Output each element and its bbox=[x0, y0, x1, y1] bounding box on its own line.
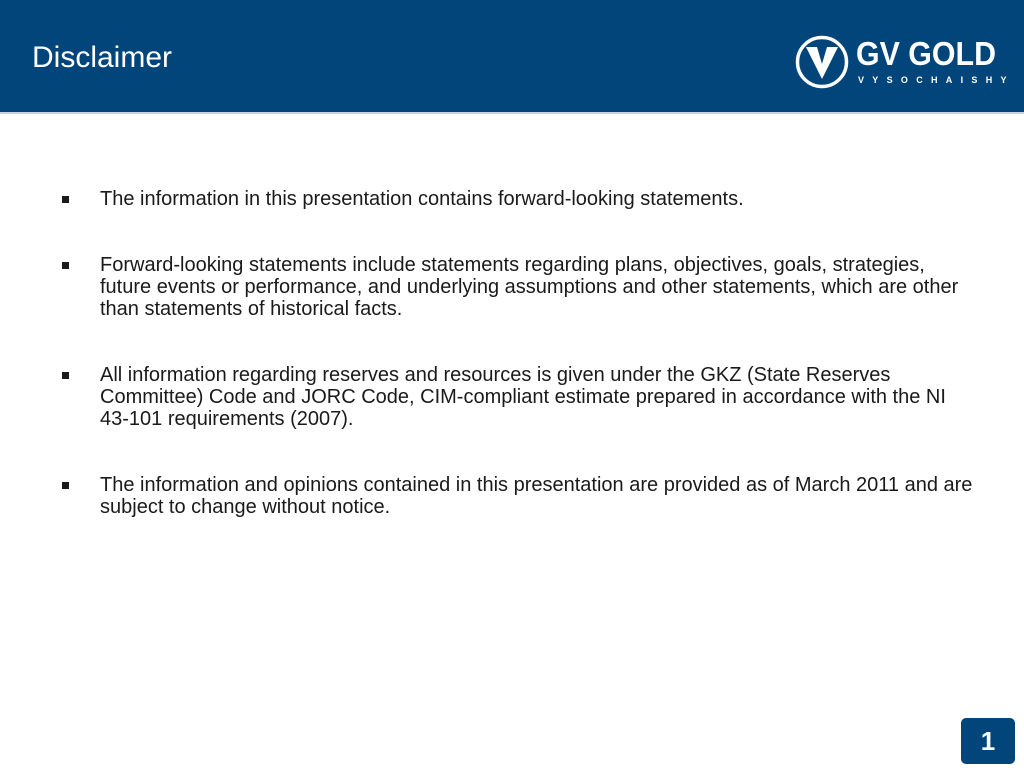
list-item bbox=[60, 364, 980, 430]
header-divider bbox=[0, 112, 1024, 114]
page-number-badge: 1 bbox=[961, 718, 1015, 764]
page-title: Disclaimer bbox=[32, 41, 173, 74]
square-bullet-icon bbox=[62, 196, 69, 203]
logo-name: GV GOLD bbox=[856, 35, 997, 72]
square-bullet-icon bbox=[62, 372, 69, 379]
square-bullet-icon bbox=[62, 262, 69, 269]
list-item-text: The information and opinions contained in this presentation are provided as of March 2011 and are subject to change without notice. bbox=[100, 474, 973, 518]
list-item bbox=[60, 188, 980, 210]
list-item bbox=[60, 254, 980, 320]
gv-gold-logo-mark-icon bbox=[795, 35, 849, 89]
square-bullet-icon bbox=[62, 482, 69, 489]
logo-subtitle: VYSOCHAISHY bbox=[858, 75, 1015, 85]
list-item-text: Forward-looking statements include statements regarding plans, objectives, goals, strategies, future events or performance, and underlying assumptions and other statements, which are other than statements of historical facts. bbox=[100, 254, 959, 320]
disclaimer-list bbox=[60, 188, 980, 562]
list-item bbox=[60, 474, 980, 518]
company-logo bbox=[795, 35, 1015, 90]
list-item-text: All information regarding reserves and resources is given under the GKZ (State Reserves Committee) Code and JORC Code, CIM-compliant estimate prepared in accordance with the NI 43-101 requirements (2007). bbox=[100, 364, 946, 430]
list-item-text: The information in this presentation contains forward-looking statements. bbox=[100, 188, 744, 210]
header-bar bbox=[0, 0, 1024, 112]
